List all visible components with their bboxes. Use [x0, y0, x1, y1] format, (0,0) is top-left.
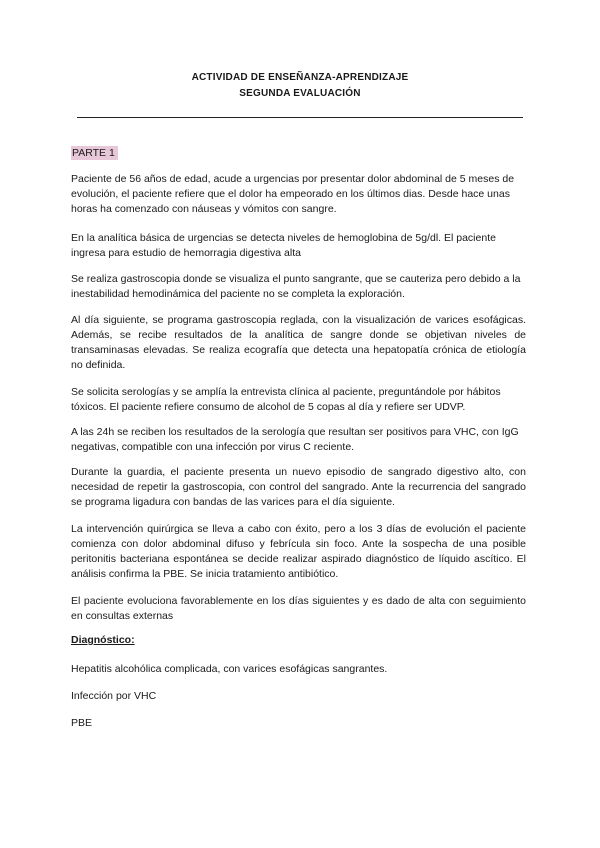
diagnosis-heading: Diagnóstico: [71, 634, 135, 646]
paragraph-presentation: Paciente de 56 años de edad, acude a urgencias por presentar dolor abdominal de 5 meses de evolución, el paciente refiere que el dolor ha empeorado en los últimos dias. Desde hace unas horas ha comenzado con náuseas y vómitos con sangre. [71, 173, 515, 215]
diagnosis-item: Hepatitis alcohólica complicada, con varices esofágicas sangrantes. [71, 663, 388, 675]
paragraph-next-day: Al día siguiente, se programa gastroscopia reglada, con la visualización de varices esofágicas. Además, se recibe resultados de la analítica de sangre donde se objetivan niveles de transaminasas elevadas. Se realiza ecografía que detecta una hepatopatía crónica de etiología no definida. [71, 314, 526, 371]
paragraph-lab-results: En la analítica básica de urgencias se detecta niveles de hemoglobina de 5g/dl. El paciente ingresa para estudio de hemorragia digestiva alta [71, 232, 496, 259]
diagnosis-item: Infección por VHC [71, 690, 157, 702]
title-divider [77, 117, 523, 118]
paragraph-serology-results: A las 24h se reciben los resultados de la serología que resultan ser positivos para VHC, con IgG negativas, compatible con una infección por virus C reciente. [71, 426, 519, 453]
document-title: ACTIVIDAD DE ENSEÑANZA-APRENDIZAJE [191, 72, 409, 83]
diagnosis-item: PBE [71, 717, 93, 729]
paragraph-discharge: El paciente evoluciona favorablemente en los días siguientes y es dado de alta con seguimiento en consultas externas [71, 595, 526, 622]
paragraph-gastroscopy: Se realiza gastroscopia donde se visualiza el punto sangrante, que se cauteriza pero debido a la inestabilidad hemodinámica del paciente no se completa la exploración. [71, 273, 521, 300]
document-subtitle: SEGUNDA EVALUACIÓN [239, 88, 361, 99]
section-label-highlighted: PARTE 1 [71, 146, 118, 160]
paragraph-intervention: La intervención quirúrgica se lleva a cabo con éxito, pero a los 3 días de evolución el paciente comienza con dolor abdominal difuso y febrícula sin foco. Ante la sospecha de una posible peritonitis bacteriana espontánea se decide realizar aspirado diagnóstico de líquido ascítico. El análisis confirma la PBE. Se inicia tratamiento antibiótico. [71, 523, 526, 580]
paragraph-serology: Se solicita serologías y se amplía la entrevista clínica al paciente, preguntándole por hábitos tóxicos. El paciente refiere consumo de alcohol de 5 copas al día y refiere ser UDVP. [71, 386, 501, 413]
paragraph-rebleeding: Durante la guardia, el paciente presenta un nuevo episodio de sangrado digestivo alto, con necesidad de repetir la gastroscopia, con control del sangrado. Ante la recurrencia del sangrado se programa ligadura con bandas de las varices para el día siguiente. [71, 466, 526, 508]
